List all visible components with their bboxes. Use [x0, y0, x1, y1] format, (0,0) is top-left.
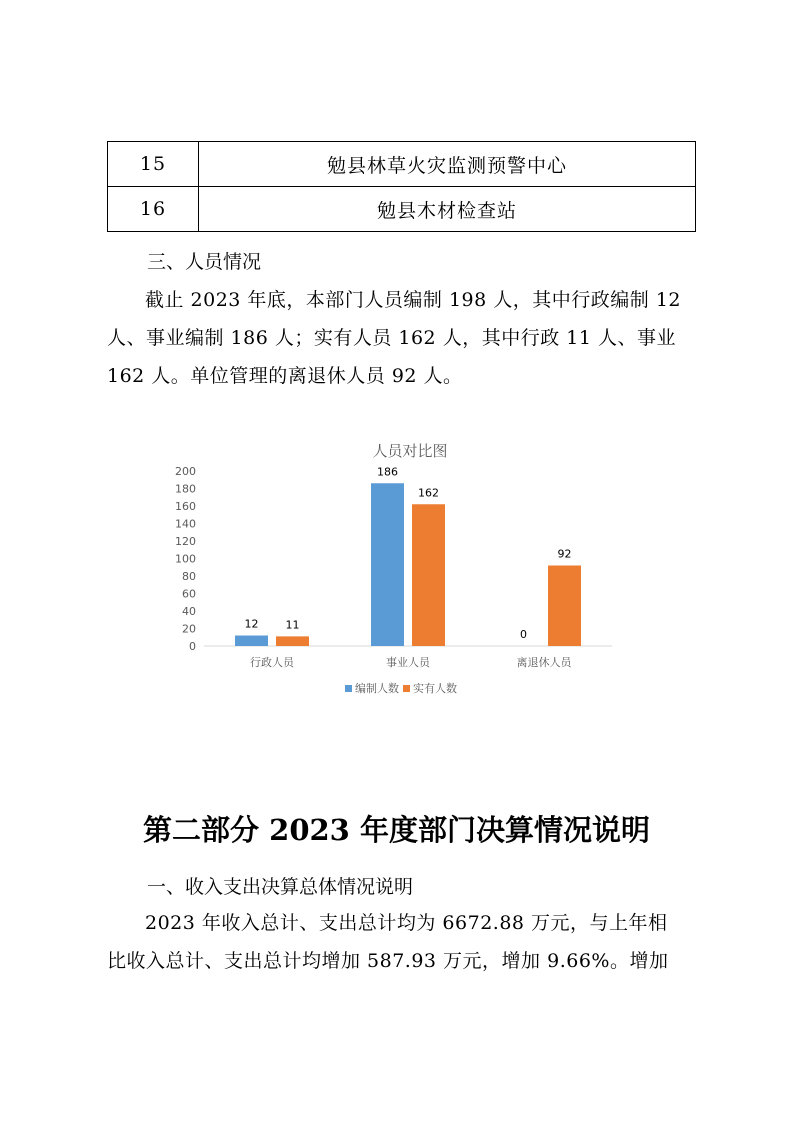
paragraph-line: 人、事业编制 186 人；实有人员 162 人，其中行政 11 人、事业 — [107, 327, 676, 349]
x-axis — [204, 646, 612, 669]
legend-label: 编制人数 — [355, 682, 399, 695]
data-label: 11 — [285, 618, 300, 632]
income-paragraph — [107, 904, 695, 980]
y-tick-label: 180 — [175, 482, 196, 496]
bar — [548, 566, 581, 647]
section-heading-income-expense: 一、收入支出决算总体情况说明 — [147, 876, 414, 898]
bar — [371, 483, 404, 646]
table-cell-number: 16 — [108, 187, 199, 232]
table-row — [108, 142, 696, 187]
legend-swatch — [403, 685, 410, 692]
paragraph-line: 162 人。单位管理的离退休人员 92 人。 — [107, 365, 463, 387]
table-cell-number: 15 — [108, 142, 199, 187]
unit-table — [107, 141, 696, 232]
legend-label: 实有人数 — [413, 682, 457, 695]
y-tick-label: 20 — [182, 622, 196, 636]
bar — [235, 636, 268, 647]
section-heading-personnel: 三、人员情况 — [147, 251, 262, 273]
part-two-title: 第二部分 2023 年度部门决算情况说明 — [143, 813, 650, 847]
legend-swatch — [345, 685, 352, 692]
y-axis — [175, 465, 196, 653]
bar-series — [235, 465, 581, 646]
x-tick-label: 行政人员 — [250, 656, 294, 669]
paragraph-line: 比收入总计、支出总计均增加 587.93 万元，增加 9.66%。增加 — [107, 950, 669, 972]
y-tick-label: 100 — [175, 552, 196, 566]
y-tick-label: 200 — [175, 465, 196, 478]
y-tick-label: 160 — [175, 500, 196, 513]
personnel-bar-chart — [160, 430, 620, 720]
y-tick-label: 80 — [182, 570, 196, 583]
paragraph-line: 截止 2023 年底，本部门人员编制 198 人，其中行政编制 12 — [145, 289, 681, 311]
paragraph-line: 2023 年收入总计、支出总计均为 6672.88 万元，与上年相 — [145, 912, 668, 934]
table-cell-unit-name: 勉县木材检查站 — [199, 187, 696, 232]
table-row — [108, 187, 696, 232]
bar — [276, 636, 309, 646]
y-tick-label: 140 — [175, 517, 196, 531]
personnel-paragraph — [107, 281, 695, 395]
data-label: 92 — [557, 547, 572, 561]
data-label: 12 — [244, 617, 259, 631]
table-cell-unit-name: 勉县林草火灾监测预警中心 — [199, 142, 696, 187]
bar — [412, 504, 445, 646]
data-label: 162 — [418, 486, 439, 500]
chart-title: 人员对比图 — [372, 442, 448, 460]
x-tick-label: 事业人员 — [386, 656, 430, 669]
y-tick-label: 40 — [182, 605, 196, 618]
y-tick-label: 120 — [175, 535, 196, 548]
y-tick-label: 0 — [189, 640, 196, 653]
x-tick-label: 离退休人员 — [516, 656, 572, 669]
data-label: 0 — [520, 628, 527, 641]
chart-legend — [345, 681, 457, 695]
y-tick-label: 60 — [182, 587, 196, 601]
data-label: 186 — [377, 465, 398, 479]
